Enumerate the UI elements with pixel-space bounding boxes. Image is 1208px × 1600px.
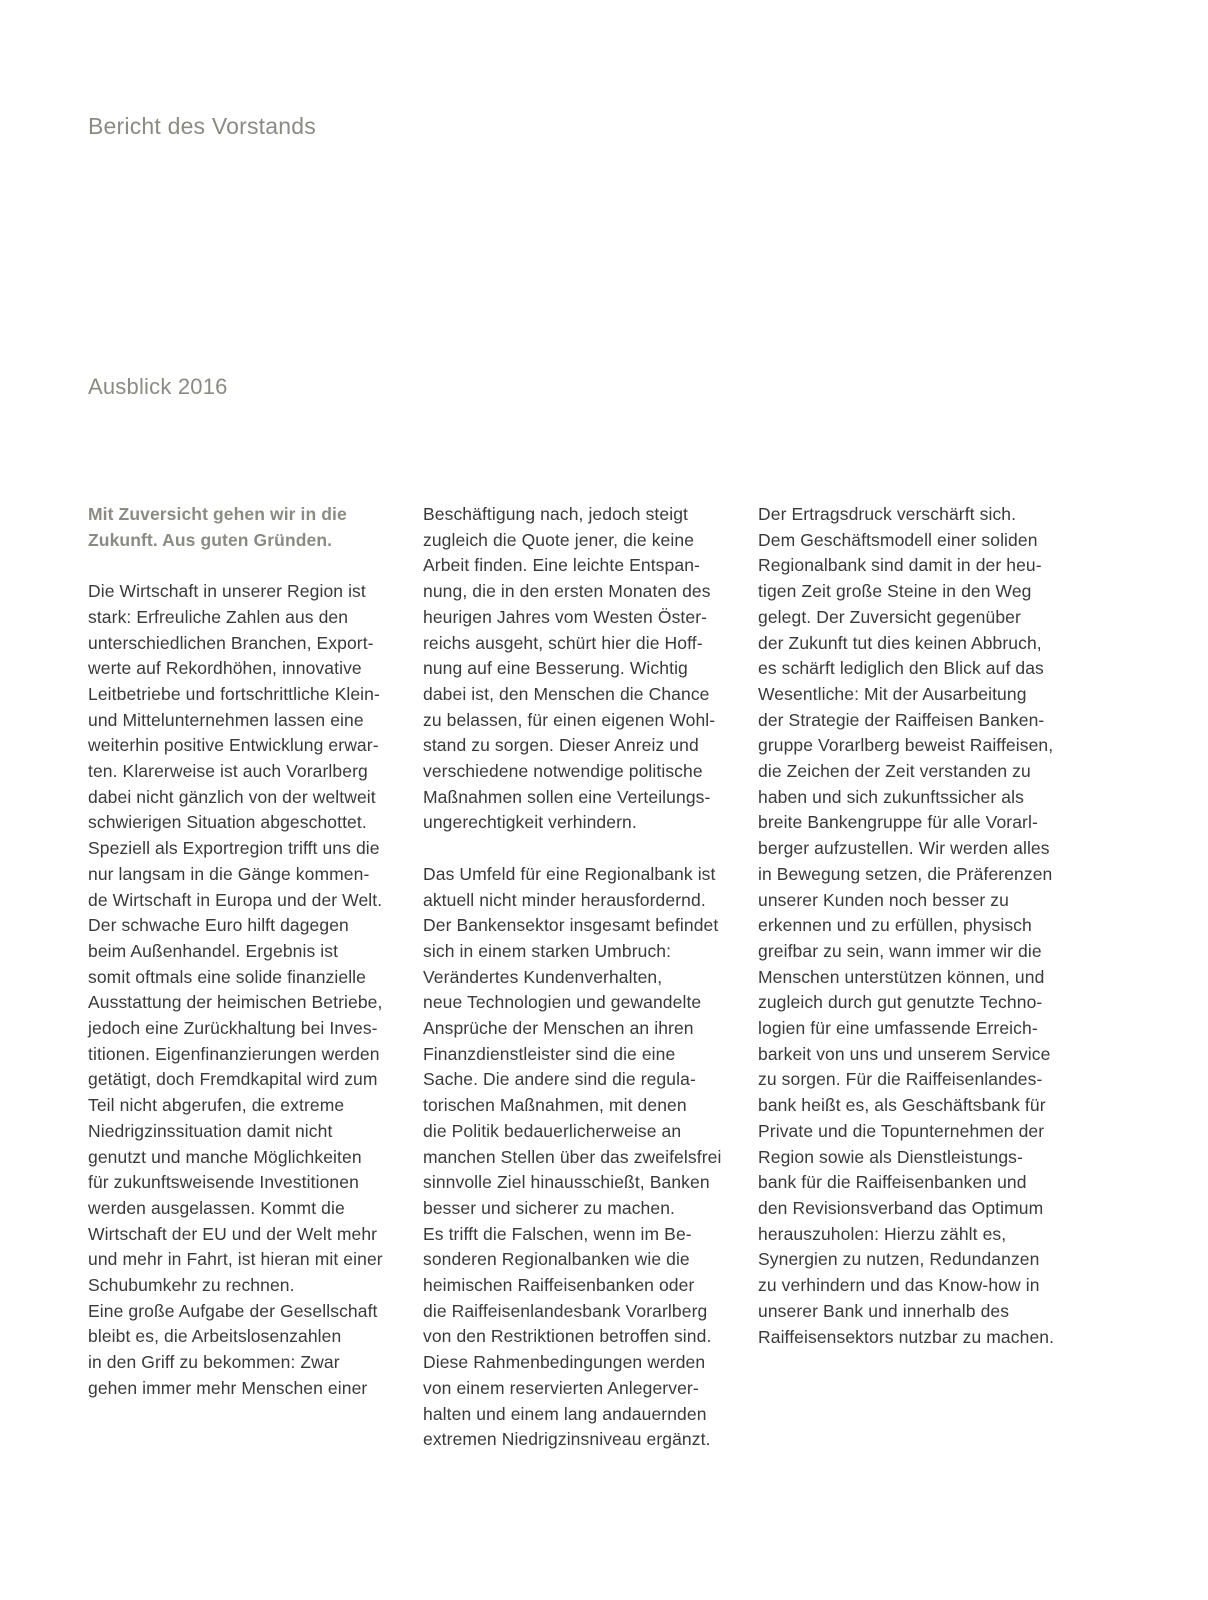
text-line: werden ausgelassen. Kommt die (88, 1197, 345, 1218)
text-line: heurigen Jahres vom Westen Öster- (423, 606, 708, 627)
section-heading: Ausblick 2016 (88, 374, 228, 399)
text-line: de Wirtschaft in Europa und der Welt. (88, 889, 383, 910)
text-line: unserer Kunden noch besser zu (758, 889, 1009, 910)
text-line: Ansprüche der Menschen an ihren (423, 1018, 694, 1039)
text-line: Es trifft die Falschen, wenn im Be- (423, 1223, 692, 1244)
text-line: Synergien zu nutzen, Redundanzen (758, 1249, 1040, 1270)
text-line: Mit Zuversicht gehen wir in die (88, 504, 347, 524)
text-line: zu sorgen. Für die Raiffeisenlandes- (758, 1069, 1043, 1090)
text-line: Region sowie als Dienstleistungs- (758, 1146, 1023, 1167)
text-line: Niedrigzinssituation damit nicht (88, 1120, 333, 1141)
text-line: stand zu sorgen. Dieser Anreiz und (423, 735, 699, 756)
text-line: Maßnahmen sollen eine Verteilungs- (423, 786, 711, 807)
text-line: ungerechtigkeit verhindern. (423, 812, 637, 833)
text-column (423, 502, 728, 1453)
text-line: haben und sich zukunftssicher als (758, 786, 1024, 807)
text-line: Wirtschaft der EU und der Welt mehr (88, 1223, 378, 1244)
text-line: Der Ertragsdruck verschärft sich. (758, 504, 1017, 524)
text-line: barkeit von uns und unserem Service (758, 1043, 1051, 1064)
body-paragraph (423, 502, 728, 836)
text-line: die Politik bedauerlicherweise an (423, 1120, 682, 1141)
lead-paragraph (88, 502, 393, 553)
text-line: Private und die Topunternehmen der (758, 1120, 1045, 1141)
text-line: sich in einem starken Umbruch: (423, 940, 672, 961)
text-line: nur langsam in die Gänge kommen- (88, 863, 370, 884)
text-line: werte auf Rekordhöhen, innovative (88, 658, 362, 679)
text-line: Raiffeisensektors nutzbar zu machen. (758, 1326, 1055, 1347)
text-line: titionen. Eigenfinanzierungen werden (88, 1043, 380, 1064)
text-line: die Zeichen der Zeit verstanden zu (758, 761, 1031, 782)
text-line: Sache. Die andere sind die regula- (423, 1069, 696, 1090)
text-line: die Raiffeisenlandesbank Vorarlberg (423, 1300, 708, 1321)
text-line: Finanzdienstleister sind die eine (423, 1043, 676, 1064)
text-line: Der Bankensektor insgesamt befindet (423, 915, 719, 936)
text-line: gelegt. Der Zuversicht gegenüber (758, 606, 1021, 627)
text-line: und Mittelunternehmen lassen eine (88, 709, 364, 730)
text-line: extremen Niedrigzinsniveau ergänzt. (423, 1429, 711, 1450)
text-line: der Zukunft tut dies keinen Abbruch, (758, 632, 1042, 653)
text-line: Zukunft. Aus guten Gründen. (88, 529, 333, 550)
text-line: unterschiedlichen Branchen, Export- (88, 632, 374, 653)
text-line: Arbeit finden. Eine leichte Entspan- (423, 555, 700, 576)
text-line: Speziell als Exportregion trifft uns die (88, 838, 380, 859)
text-line: für zukunftsweisende Investitionen (88, 1172, 359, 1193)
text-line: torischen Maßnahmen, mit denen (423, 1095, 687, 1116)
text-line: logien für eine umfassende Erreich- (758, 1018, 1038, 1039)
text-line: dabei nicht gänzlich von der weltweit (88, 786, 376, 807)
text-line: stark: Erfreuliche Zahlen aus den (88, 606, 349, 627)
text-line: nung auf eine Besserung. Wichtig (423, 658, 688, 679)
text-line: von den Restriktionen betroffen sind. (423, 1326, 712, 1347)
text-line: zu verhindern und das Know-how in (758, 1275, 1040, 1296)
body-paragraph (88, 579, 393, 1402)
text-line: reichs ausgeht, schürt hier die Hoff- (423, 632, 703, 653)
text-line: bleibt es, die Arbeitslosenzahlen (88, 1326, 342, 1347)
text-line: neue Technologien und gewandelte (423, 992, 702, 1013)
page-title: Bericht des Vorstands (88, 113, 316, 139)
text-line: Dem Geschäftsmodell einer soliden (758, 529, 1038, 550)
text-line: Die Wirtschaft in unserer Region ist (88, 581, 366, 602)
text-line: Das Umfeld für eine Regionalbank ist (423, 863, 716, 884)
text-line: tigen Zeit große Steine in den Weg (758, 581, 1032, 602)
text-line: in den Griff zu bekommen: Zwar (88, 1352, 340, 1373)
text-line: gruppe Vorarlberg beweist Raiffeisen, (758, 735, 1054, 756)
text-line: Eine große Aufgabe der Gesellschaft (88, 1300, 378, 1321)
text-line: es schärft lediglich den Blick auf das (758, 658, 1044, 679)
body-paragraph (758, 502, 1063, 1350)
text-line: Regionalbank sind damit in der heu- (758, 555, 1042, 576)
text-line: bank heißt es, als Geschäftsbank für (758, 1095, 1046, 1116)
text-line: getätigt, doch Fremdkapital wird zum (88, 1069, 378, 1090)
text-line: den Revisionsverband das Optimum (758, 1197, 1044, 1218)
text-line: sinnvolle Ziel hinausschießt, Banken (423, 1172, 710, 1193)
text-line: Teil nicht abgerufen, die extreme (88, 1095, 345, 1116)
text-column (758, 502, 1063, 1453)
text-line: berger aufzustellen. Wir werden alles (758, 838, 1050, 859)
text-column (88, 502, 393, 1453)
text-line: dabei ist, den Menschen die Chance (423, 683, 710, 704)
text-line: beim Außenhandel. Ergebnis ist (88, 940, 339, 961)
text-line: unserer Bank und innerhalb des (758, 1300, 1010, 1321)
text-line: in Bewegung setzen, die Präferenzen (758, 863, 1053, 884)
text-line: gehen immer mehr Menschen einer (88, 1377, 368, 1398)
text-line: weiterhin positive Entwicklung erwar- (88, 735, 379, 756)
text-line: jedoch eine Zurückhaltung bei Inves- (88, 1018, 378, 1039)
text-line: zugleich die Quote jener, die keine (423, 529, 695, 550)
text-line: greifbar zu sein, wann immer wir die (758, 940, 1042, 961)
text-line: Verändertes Kundenverhalten, (423, 966, 663, 987)
text-line: der Strategie der Raiffeisen Banken- (758, 709, 1045, 730)
text-line: genutzt und manche Möglichkeiten (88, 1146, 362, 1167)
text-line: ten. Klarerweise ist auch Vorarlberg (88, 761, 368, 782)
text-line: Menschen unterstützen können, und (758, 966, 1045, 987)
text-line: zu belassen, für einen eigenen Wohl- (423, 709, 716, 730)
text-columns (88, 502, 1063, 1453)
text-line: Leitbetriebe und fortschrittliche Klein- (88, 683, 380, 704)
text-line: bank für die Raiffeisenbanken und (758, 1172, 1027, 1193)
text-line: Der schwache Euro hilft dagegen (88, 915, 349, 936)
text-line: zugleich durch gut genutzte Techno- (758, 992, 1043, 1013)
text-line: halten und einem lang andauernden (423, 1403, 707, 1424)
text-line: Diese Rahmenbedingungen werden (423, 1352, 706, 1373)
text-line: somit oftmals eine solide finanzielle (88, 966, 367, 987)
text-line: von einem reservierten Anlegerver- (423, 1377, 699, 1398)
text-line: und mehr in Fahrt, ist hieran mit einer (88, 1249, 383, 1270)
text-line: verschiedene notwendige politische (423, 761, 703, 782)
text-line: aktuell nicht minder herausfordernd. (423, 889, 706, 910)
text-line: schwierigen Situation abgeschottet. (88, 812, 367, 833)
text-line: Ausstattung der heimischen Betriebe, (88, 992, 383, 1013)
text-line: Wesentliche: Mit der Ausarbeitung (758, 683, 1027, 704)
text-line: breite Bankengruppe für alle Vorarl- (758, 812, 1038, 833)
text-line: besser und sicherer zu machen. (423, 1197, 676, 1218)
body-paragraph (423, 862, 728, 1453)
text-line: Schubumkehr zu rechnen. (88, 1275, 295, 1296)
text-line: sonderen Regionalbanken wie die (423, 1249, 690, 1270)
text-line: herauszuholen: Hierzu zählt es, (758, 1223, 1007, 1244)
text-line: heimischen Raiffeisenbanken oder (423, 1275, 695, 1296)
text-line: manchen Stellen über das zweifelsfrei (423, 1146, 722, 1167)
text-line: erkennen und zu erfüllen, physisch (758, 915, 1032, 936)
text-line: Beschäftigung nach, jedoch steigt (423, 504, 689, 524)
text-line: nung, die in den ersten Monaten des (423, 581, 711, 602)
